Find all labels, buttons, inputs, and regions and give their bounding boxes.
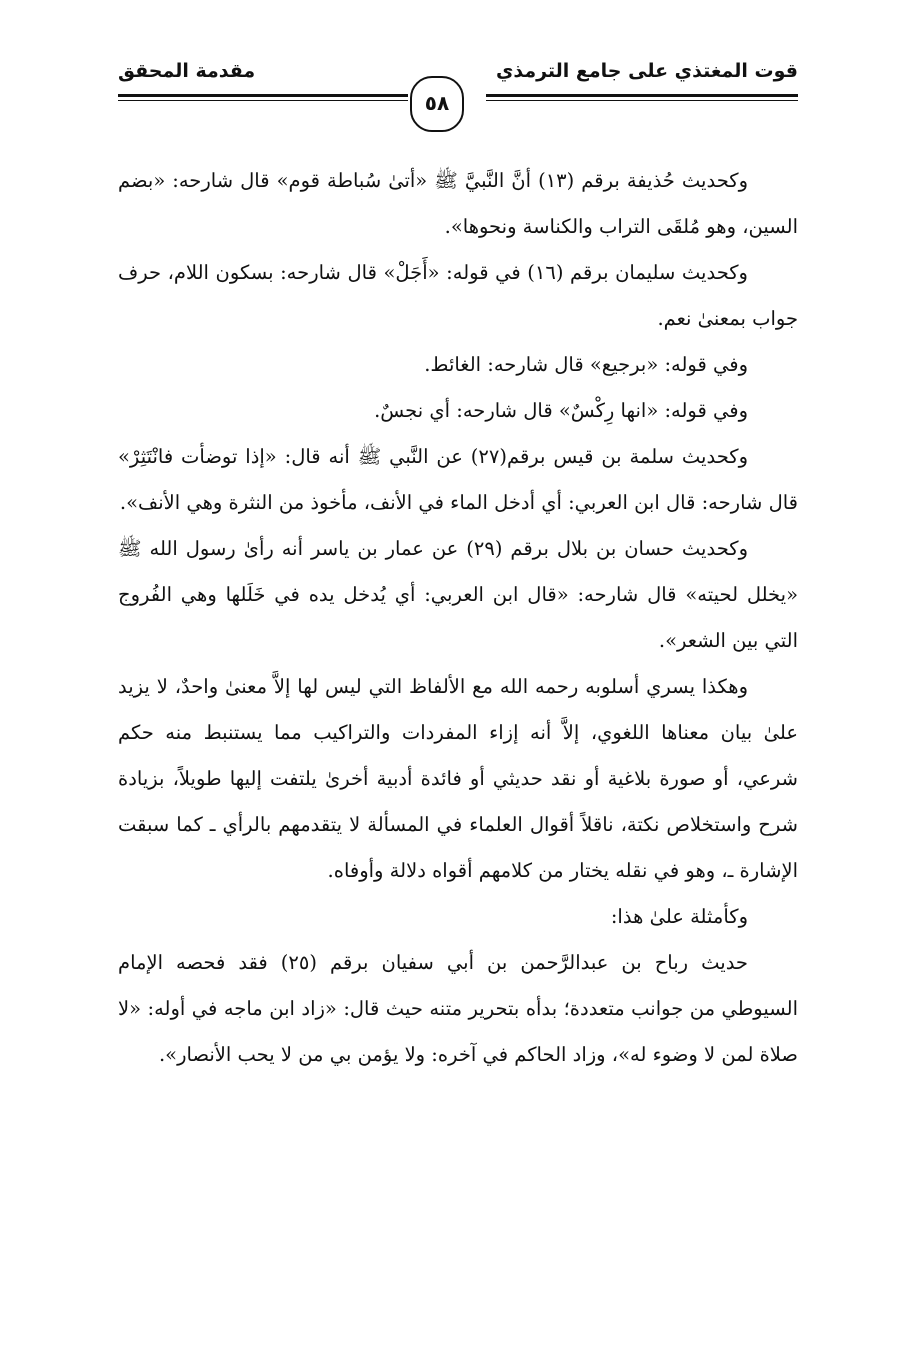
book-title: قوت المغتذي على جامع الترمذي	[495, 60, 798, 82]
page-header	[118, 58, 798, 128]
paragraph-method-description: وهكذا يسري أسلوبه رحمه الله مع الألفاظ التي ليس لها إلاَّ معنىٰ واحدٌ، لا يزيد علىٰ بيان معناها اللغوي، إلاَّ أنه إزاء المفردات والتراكيب مما يستنبط منه حكم شرعي، أو صورة بلاغية أو نقد حديثي أو فائدة أدبية أخرىٰ يلتفت إليها طويلاً، بزيادة شرح واستخلاص نكتة، ناقلاً أقوال العلماء في المسألة لا يتقدمهم بالرأي ـ كما سبقت الإشارة ـ، وهو في نقله يختار من كلامهم أقواه دلالة وأوفاه.	[118, 675, 798, 882]
page-body	[118, 158, 798, 1078]
paragraph-hudhayfah-hadith: وكحديث حُذيفة برقم (١٣) أنَّ النَّبيَّ ﷺ «أتىٰ سُباطة قوم» قال شارحه: «بضم السين، وهو مُلقَى التراب والكناسة ونحوها».	[118, 169, 798, 238]
paragraph-rabah-hadith: حديث رباح بن عبدالرَّحمن بن أبي سفيان برقم (٢٥) فقد فحصه الإمام السيوطي من جوانب متعددة؛ بدأه بتحرير متنه حيث قال: «زاد ابن ماجه في أوله: «لا صلاة لمن لا وضوء له»، وزاد الحاكم في آخره: ولا يؤمن بي من لا يحب الأنصار».	[118, 951, 798, 1066]
paragraph-examples-intro: وكأمثلة علىٰ هذا:	[610, 905, 748, 928]
paragraph-riks: وفي قوله: «انها رِكْسٌ» قال شارحه: أي نجسٌ.	[374, 399, 748, 422]
header-rule-thin-left	[118, 100, 408, 101]
paragraph-salamah-hadith: وكحديث سلمة بن قيس برقم(٢٧) عن النَّبي ﷺ أنه قال: «إذا توضأت فانْتَثِرْ» قال شارحه: قال ابن العربي: أي أدخل الماء في الأنف، مأخوذ من النثرة وهي الأنف».	[118, 445, 798, 514]
header-rule-thin-right	[486, 100, 798, 101]
paragraph-rajee: وفي قوله: «برجيع» قال شارحه: الغائط.	[424, 353, 748, 376]
section-title: مقدمة المحقق	[118, 60, 256, 82]
header-rule-thick-right	[486, 94, 798, 97]
paragraph-hassan-hadith: وكحديث حسان بن بلال برقم (٢٩) عن عمار بن ياسر أنه رأىٰ رسول الله ﷺ «يخلل لحيته» قال شارحه: «قال ابن العربي: أي يُدخل يده في خَلَلها وهي الفُروج التي بين الشعر».	[118, 537, 798, 652]
header-rule-thick-left	[118, 94, 408, 97]
paragraph-sulayman-hadith: وكحديث سليمان برقم (١٦) في قوله: «أَجَلْ» قال شارحه: بسكون اللام، حرف جواب بمعنىٰ نعم.	[118, 261, 798, 330]
page-number: ٥٨	[410, 76, 464, 132]
